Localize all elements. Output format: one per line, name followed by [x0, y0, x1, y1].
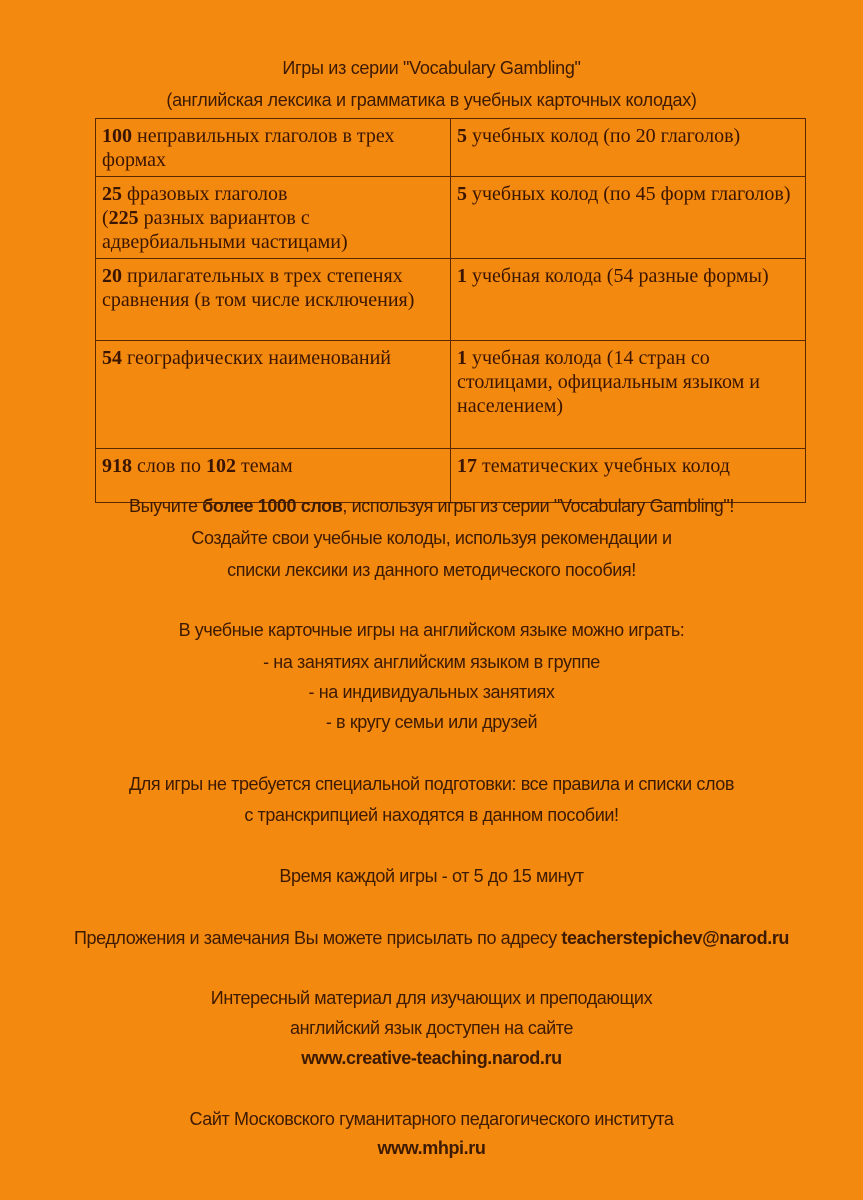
table-row	[96, 177, 806, 259]
cell-text: прилагательных в трех степенях сравнения (в том числе исключения)	[102, 265, 415, 311]
learn-pre: Выучите	[128, 496, 203, 516]
cell-text: фразовых глаголов	[122, 183, 288, 205]
cell-text: темам	[236, 455, 293, 477]
cell-text: слов по	[132, 455, 207, 477]
learn-bold: более 1000 слов	[202, 496, 343, 516]
site-line-2: английский язык доступен на сайте	[289, 1018, 574, 1038]
table-cell-topic: 25 фразовых глаголов (225 разных вариантов с адвербиальными частицами)	[96, 177, 451, 259]
table-row	[96, 259, 806, 341]
cell-number: 918	[102, 455, 132, 477]
cell-number: 17	[457, 455, 477, 477]
cell-number: 1	[457, 347, 467, 369]
cell-text: неправильных глаголов в трех формах	[102, 125, 395, 171]
table-cell-decks	[451, 449, 806, 503]
cell-number: 100	[102, 125, 132, 147]
cell-text: географических наименований	[122, 347, 391, 369]
site-line-1: Интересный материал для изучающих и преподающих	[210, 988, 653, 1008]
create-decks-line: Создайте свои учебные колоды, используя рекомендации и	[191, 528, 672, 548]
contact-line	[0, 928, 863, 949]
series-subtitle: (английская лексика и грамматика в учебных карточных колодах)	[166, 90, 697, 110]
table-row	[96, 449, 806, 503]
table-cell-topic	[96, 449, 451, 503]
decks-table	[95, 118, 806, 503]
table-cell-decks	[451, 341, 806, 449]
institute-url-link[interactable]: www.mhpi.ru	[377, 1138, 486, 1158]
vocabulary-lists-line: списки лексики из данного методического пособия!	[227, 560, 636, 580]
table-cell-topic	[96, 341, 451, 449]
cell-number: 225	[108, 207, 139, 229]
cell-number: 5	[457, 125, 467, 147]
cell-text: учебных колод (по 45 форм глаголов)	[467, 183, 791, 205]
series-title: Игры из серии "Vocabulary Gambling"	[282, 58, 581, 78]
cell-number: 5	[457, 183, 467, 205]
cell-text: учебных колод (по 20 глаголов)	[467, 125, 741, 147]
table-cell-topic	[96, 119, 451, 177]
cell-number: 1	[457, 265, 467, 287]
contact-text: Предложения и замечания Вы можете присылать по адресу	[73, 928, 562, 948]
play-item-family: - в кругу семьи или друзей	[325, 712, 538, 732]
learn-line	[0, 496, 863, 517]
play-item-group: - на занятиях английским языком в группе	[263, 652, 600, 672]
cell-number: 20	[102, 265, 122, 287]
table-row	[96, 119, 806, 177]
table-cell-decks	[451, 259, 806, 341]
play-intro: В учебные карточные игры на английском языке можно играть:	[178, 620, 685, 640]
cell-text: учебная колода (54 разные формы)	[467, 265, 769, 287]
institute-line: Сайт Московского гуманитарного педагогического института	[189, 1109, 674, 1129]
learn-post: , используя игры из серии "Vocabulary Gambling"!	[342, 496, 735, 516]
cell-number: 102	[206, 455, 237, 477]
table-cell-decks	[451, 119, 806, 177]
table-row	[96, 341, 806, 449]
cell-text: разных вариантов с адвербиальными частицами)	[102, 207, 348, 253]
table-cell-topic	[96, 259, 451, 341]
play-item-individual: - на индивидуальных занятиях	[308, 682, 555, 702]
cell-number: 54	[102, 347, 122, 369]
contact-email-link[interactable]: teacherstepichev@narod.ru	[561, 928, 790, 948]
game-time: Время каждой игры - от 5 до 15 минут	[279, 866, 584, 886]
table-cell-decks	[451, 177, 806, 259]
cell-text: учебная колода (14 стран со столицами, официальным языком и населением)	[457, 347, 760, 417]
site-url-link[interactable]: www.creative-teaching.narod.ru	[301, 1048, 562, 1068]
rules-line-1: Для игры не требуется специальной подготовки: все правила и списки слов	[128, 774, 735, 794]
cell-number: 25	[102, 183, 122, 205]
cell-text: тематических учебных колод	[477, 455, 730, 477]
rules-line-2: с транскрипцией находятся в данном пособии!	[244, 805, 619, 825]
